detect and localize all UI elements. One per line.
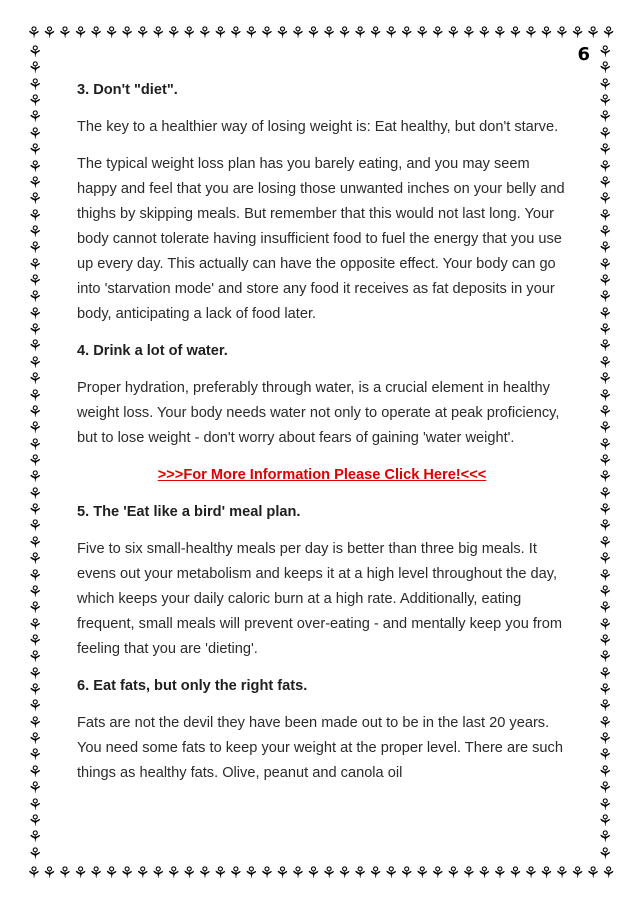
ornament-icon: ⚘: [27, 581, 43, 601]
ornament-icon: ⚘: [430, 23, 445, 42]
ornament-icon: ⚘: [27, 729, 43, 749]
ornament-icon: ⚘: [27, 843, 43, 862]
ornament-icon: ⚘: [27, 189, 43, 209]
ornament-icon: ⚘: [135, 23, 150, 42]
ornament-icon: ⚘: [399, 863, 414, 882]
ornament-icon: ⚘: [27, 549, 43, 569]
ornament-icon: ⚘: [414, 23, 430, 42]
ornament-icon: ⚘: [27, 630, 43, 650]
ornament-icon: ⚘: [27, 336, 43, 356]
ornament-icon: ⚘: [135, 863, 150, 882]
ornament-icon: ⚘: [461, 863, 476, 882]
ornament-icon: ⚘: [27, 614, 43, 634]
ornament-icon: ⚘: [597, 630, 613, 650]
ornament-icon: ⚘: [414, 863, 430, 882]
ornament-icon: ⚘: [597, 778, 613, 798]
ornament-icon: ⚘: [477, 863, 492, 882]
paragraph: Fats are not the devil they have been made out to be in the last 20 years. You need some fats to keep your weight at the proper level. There are such things as healthy fats. Olive, peanut and canola oil: [77, 715, 563, 781]
ornament-icon: ⚘: [597, 712, 613, 732]
ornament-icon: ⚘: [597, 58, 613, 78]
ornament-icon: ⚘: [27, 74, 43, 94]
ornament-icon: ⚘: [539, 23, 554, 42]
ornament-icon: ⚘: [42, 23, 57, 42]
ornament-icon: ⚘: [597, 810, 613, 830]
ornament-icon: ⚘: [570, 23, 585, 42]
ornament-icon: ⚘: [27, 434, 43, 454]
ornament-icon: ⚘: [597, 434, 613, 454]
ornament-icon: ⚘: [27, 663, 43, 683]
ornament-icon: ⚘: [337, 23, 352, 42]
ornament-icon: ⚘: [597, 745, 613, 765]
ornament-icon: ⚘: [27, 107, 43, 127]
ornament-icon: ⚘: [597, 418, 613, 438]
section-heading-water: 4. Drink a lot of water.: [77, 343, 228, 359]
ornament-icon: ⚘: [27, 418, 43, 438]
ornament-icon: ⚘: [597, 369, 613, 389]
ornament-icon: ⚘: [73, 23, 88, 42]
ornament-icon: ⚘: [597, 385, 613, 405]
ornament-icon: ⚘: [228, 23, 243, 42]
ornament-icon: ⚘: [461, 23, 476, 42]
ornament-icon: ⚘: [27, 140, 43, 160]
ornament-icon: ⚘: [554, 863, 569, 882]
ornament-icon: ⚘: [597, 107, 613, 127]
ornament-icon: ⚘: [104, 23, 119, 42]
section-heading-fats: 6. Eat fats, but only the right fats.: [77, 678, 308, 694]
ornament-icon: ⚘: [181, 863, 197, 882]
ornament-icon: ⚘: [383, 863, 399, 882]
more-info-link[interactable]: >>>For More Information Please Click Here!<<<: [157, 467, 487, 483]
page-border-top: [26, 22, 616, 44]
ornament-icon: ⚘: [27, 565, 43, 585]
ornament-icon: ⚘: [597, 123, 613, 143]
ornament-icon: ⚘: [27, 205, 43, 225]
ornament-icon: ⚘: [492, 23, 507, 42]
ornament-icon: ⚘: [597, 156, 613, 176]
ornament-icon: ⚘: [601, 863, 616, 882]
paragraph: Five to six small-healthy meals per day is better than three big meals. It evens out your metabolism and keeps it at a high level throughout the day, which keeps your daily caloric burn at a high rate. Additionally, eating frequent, small meals will prevent over-eating - and mentally keep you from feeling that you are 'dieting'.: [77, 541, 563, 657]
ornament-icon: ⚘: [597, 238, 613, 258]
section-heading-diet: 3. Don't "diet".: [77, 82, 178, 98]
document-body: [77, 78, 567, 798]
ornament-icon: ⚘: [597, 663, 613, 683]
ornament-icon: ⚘: [27, 320, 43, 340]
ornament-icon: ⚘: [597, 598, 613, 618]
ornament-icon: ⚘: [597, 565, 613, 585]
paragraph: The key to a healthier way of losing weight is: Eat healthy, but don't starve.: [77, 119, 559, 135]
ornament-icon: ⚘: [368, 23, 383, 42]
ornament-icon: ⚘: [554, 23, 569, 42]
ornament-icon: ⚘: [383, 23, 399, 42]
ornament-icon: ⚘: [597, 761, 613, 781]
ornament-icon: ⚘: [244, 863, 259, 882]
ornament-icon: ⚘: [26, 863, 41, 882]
ornament-icon: ⚘: [597, 483, 613, 503]
ornament-icon: ⚘: [508, 863, 523, 882]
ornament-icon: ⚘: [27, 696, 43, 716]
ornament-icon: ⚘: [27, 712, 43, 732]
ornament-icon: ⚘: [27, 44, 43, 61]
ornament-icon: ⚘: [27, 794, 43, 814]
ornament-icon: ⚘: [27, 352, 43, 372]
ornament-icon: ⚘: [27, 810, 43, 830]
ornament-icon: ⚘: [597, 614, 613, 634]
ornament-icon: ⚘: [27, 450, 43, 470]
ornament-icon: ⚘: [337, 863, 352, 882]
ornament-icon: ⚘: [597, 140, 613, 160]
ornament-icon: ⚘: [477, 23, 492, 42]
paragraph: The typical weight loss plan has you barely eating, and you may seem happy and feel that you are losing those unwanted inches on your belly and thighs by skipping meals. But remember that this would not last long. Your body cannot tolerate having insufficient food to fuel the energy that you use up every day. This actually can have the opposite effect. Your body can go into 'starvation mode' and store any food it receives as fat deposits in your body, anticipating a lack of food later.: [77, 156, 565, 322]
ornament-icon: ⚘: [197, 23, 212, 42]
ornament-icon: ⚘: [88, 863, 104, 882]
ornament-icon: ⚘: [321, 23, 337, 42]
ornament-icon: ⚘: [597, 450, 613, 470]
ornament-icon: ⚘: [585, 863, 601, 882]
ornament-icon: ⚘: [27, 287, 43, 307]
ornament-icon: ⚘: [27, 827, 43, 847]
ornament-icon: ⚘: [306, 863, 321, 882]
ornament-icon: ⚘: [259, 23, 274, 42]
ornament-icon: ⚘: [597, 696, 613, 716]
ornament-icon: ⚘: [597, 303, 613, 323]
ornament-icon: ⚘: [27, 385, 43, 405]
ornament-icon: ⚘: [104, 863, 119, 882]
ornament-icon: ⚘: [597, 827, 613, 847]
ornament-icon: ⚘: [523, 863, 538, 882]
ornament-icon: ⚘: [88, 23, 104, 42]
ornament-icon: ⚘: [27, 500, 43, 520]
ornament-icon: ⚘: [601, 23, 616, 42]
ornament-icon: ⚘: [27, 401, 43, 421]
ornament-icon: ⚘: [597, 221, 613, 241]
ornament-icon: ⚘: [27, 91, 43, 111]
ornament-icon: ⚘: [445, 23, 461, 42]
ornament-icon: ⚘: [212, 863, 228, 882]
ornament-icon: ⚘: [597, 172, 613, 192]
ornament-icon: ⚘: [166, 23, 181, 42]
page-border-left: [24, 44, 46, 862]
ornament-icon: ⚘: [597, 254, 613, 274]
ornament-icon: ⚘: [597, 647, 613, 667]
ornament-icon: ⚘: [597, 271, 613, 291]
ornament-icon: ⚘: [73, 863, 88, 882]
ornament-icon: ⚘: [597, 516, 613, 536]
ornament-icon: ⚘: [597, 729, 613, 749]
ornament-icon: ⚘: [290, 863, 305, 882]
ornament-icon: ⚘: [166, 863, 181, 882]
ornament-icon: ⚘: [597, 74, 613, 94]
ornament-icon: ⚘: [597, 794, 613, 814]
ornament-icon: ⚘: [492, 863, 507, 882]
ornament-icon: ⚘: [508, 23, 523, 42]
ornament-icon: ⚘: [585, 23, 601, 42]
ornament-icon: ⚘: [27, 238, 43, 258]
more-info-line: [77, 463, 567, 488]
ornament-icon: ⚘: [27, 532, 43, 552]
page-border-bottom: [26, 862, 616, 884]
ornament-icon: ⚘: [27, 303, 43, 323]
ornament-icon: ⚘: [27, 172, 43, 192]
ornament-icon: ⚘: [42, 863, 57, 882]
ornament-icon: ⚘: [197, 863, 212, 882]
ornament-icon: ⚘: [352, 863, 368, 882]
ornament-icon: ⚘: [27, 761, 43, 781]
page-border-right: [594, 44, 616, 862]
ornament-icon: ⚘: [150, 863, 166, 882]
ornament-icon: ⚘: [27, 467, 43, 487]
ornament-icon: ⚘: [290, 23, 305, 42]
ornament-icon: ⚘: [597, 287, 613, 307]
ornament-icon: ⚘: [597, 843, 613, 862]
ornament-icon: ⚘: [57, 863, 72, 882]
ornament-icon: ⚘: [597, 401, 613, 421]
section-heading-meal-plan: 5. The 'Eat like a bird' meal plan.: [77, 504, 301, 520]
ornament-icon: ⚘: [27, 156, 43, 176]
ornament-icon: ⚘: [27, 745, 43, 765]
ornament-icon: ⚘: [275, 863, 290, 882]
ornament-icon: ⚘: [27, 483, 43, 503]
ornament-icon: ⚘: [27, 58, 43, 78]
ornament-icon: ⚘: [27, 647, 43, 667]
ornament-icon: ⚘: [27, 123, 43, 143]
ornament-icon: ⚘: [539, 863, 554, 882]
ornament-icon: ⚘: [306, 23, 321, 42]
ornament-icon: ⚘: [228, 863, 243, 882]
ornament-icon: ⚘: [352, 23, 368, 42]
ornament-icon: ⚘: [26, 23, 41, 42]
ornament-icon: ⚘: [597, 549, 613, 569]
paragraph: Proper hydration, preferably through water, is a crucial element in healthy weight loss. Your body needs water not only to operate at peak proficiency, but to lose weight - don't worry about fears of gaining 'water weight'.: [77, 380, 560, 446]
ornament-icon: ⚘: [27, 680, 43, 700]
ornament-icon: ⚘: [119, 863, 135, 882]
ornament-icon: ⚘: [597, 44, 613, 61]
ornament-icon: ⚘: [597, 467, 613, 487]
ornament-icon: ⚘: [119, 23, 135, 42]
ornament-icon: ⚘: [445, 863, 461, 882]
ornament-icon: ⚘: [597, 581, 613, 601]
ornament-icon: ⚘: [597, 532, 613, 552]
ornament-icon: ⚘: [570, 863, 585, 882]
ornament-icon: ⚘: [597, 189, 613, 209]
ornament-icon: ⚘: [597, 91, 613, 111]
ornament-icon: ⚘: [368, 863, 383, 882]
ornament-icon: ⚘: [27, 271, 43, 291]
ornament-icon: ⚘: [399, 23, 414, 42]
ornament-icon: ⚘: [597, 500, 613, 520]
page-number: 6: [577, 44, 590, 65]
ornament-icon: ⚘: [27, 778, 43, 798]
ornament-icon: ⚘: [150, 23, 166, 42]
ornament-icon: ⚘: [27, 254, 43, 274]
ornament-icon: ⚘: [597, 205, 613, 225]
ornament-icon: ⚘: [57, 23, 72, 42]
ornament-icon: ⚘: [321, 863, 337, 882]
ornament-icon: ⚘: [275, 23, 290, 42]
ornament-icon: ⚘: [212, 23, 228, 42]
ornament-icon: ⚘: [27, 598, 43, 618]
ornament-icon: ⚘: [597, 336, 613, 356]
ornament-icon: ⚘: [259, 863, 274, 882]
ornament-icon: ⚘: [27, 221, 43, 241]
ornament-icon: ⚘: [27, 369, 43, 389]
ornament-icon: ⚘: [523, 23, 538, 42]
ornament-icon: ⚘: [181, 23, 197, 42]
ornament-icon: ⚘: [597, 320, 613, 340]
ornament-icon: ⚘: [597, 352, 613, 372]
ornament-icon: ⚘: [244, 23, 259, 42]
ornament-icon: ⚘: [597, 680, 613, 700]
ornament-icon: ⚘: [27, 516, 43, 536]
ornament-icon: ⚘: [430, 863, 445, 882]
